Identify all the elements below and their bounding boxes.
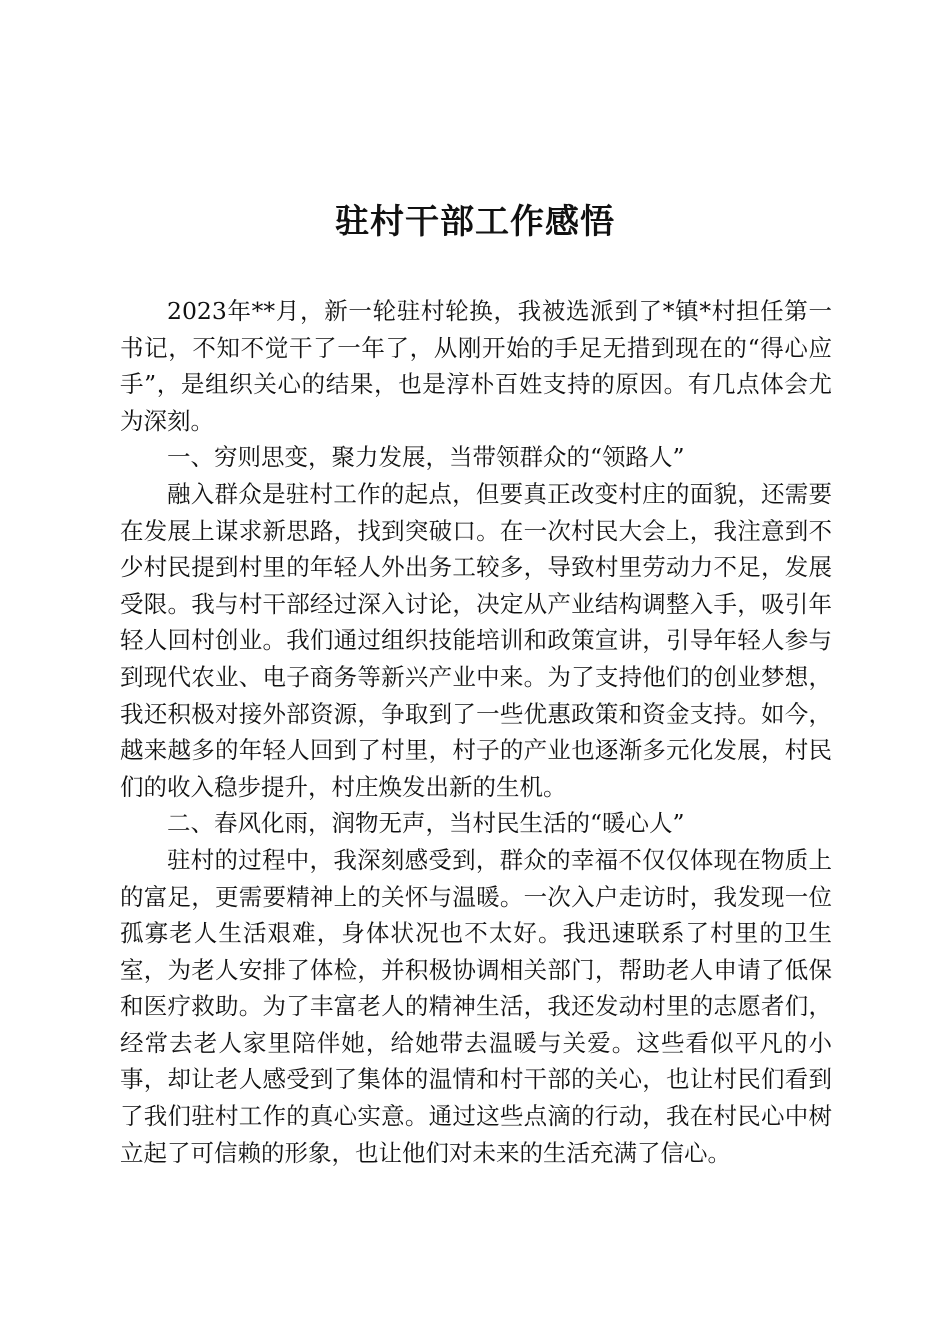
section-2-paragraph: 驻村的过程中，我深刻感受到，群众的幸福不仅仅体现在物质上的富足，更需要精神上的关怀与温暖。一次入户走访时，我发现一位孤寡老人生活艰难，身体状况也不太好。我迅速联系了村里的卫生室，为老人安排了体检，并积极协调相关部门，帮助老人申请了低保和医疗救助。为了丰富老人的精神生活，我还发动村里的志愿者们，经常去老人家里陪伴她，给她带去温暖与关爱。这些看似平凡的小事，却让老人感受到了集体的温情和村干部的关心，也让村民们看到了我们驻村工作的真心实意。通过这些点滴的行动，我在村民心中树立起了可信赖的形象，也让他们对未来的生活充满了信心。 (120, 845, 832, 1167)
section-1-paragraph: 融入群众是驻村工作的起点，但要真正改变村庄的面貌，还需要在发展上谋求新思路，找到突破口。在一次村民大会上，我注意到不少村民提到村里的年轻人外出务工较多，导致村里劳动力不足，发展受限。我与村干部经过深入讨论，决定从产业结构调整入手，吸引年轻人回村创业。我们通过组织技能培训和政策宣讲，引导年轻人参与到现代农业、电子商务等新兴产业中来。为了支持他们的创业梦想，我还积极对接外部资源，争取到了一些优惠政策和资金支持。如今，越来越多的年轻人回到了村里，村子的产业也逐渐多元化发展，村民们的收入稳步提升，村庄焕发出新的生机。 (120, 479, 832, 801)
section-heading-1: 一、穷则思变，聚力发展，当带领群众的“领路人” (167, 443, 685, 472)
section-heading-2: 二、春风化雨，润物无声，当村民生活的“暖心人” (167, 809, 685, 838)
intro-paragraph: 2023年**月，新一轮驻村轮换，我被选派到了*镇*村担任第一书记，不知不觉干了一年了，从刚开始的手足无措到现在的“得心应手”，是组织关心的结果，也是淳朴百姓支持的原因。有几点体会尤为深刻。 (120, 297, 832, 435)
document-body (120, 293, 832, 1171)
document-title: 驻村干部工作感悟 (335, 202, 615, 242)
